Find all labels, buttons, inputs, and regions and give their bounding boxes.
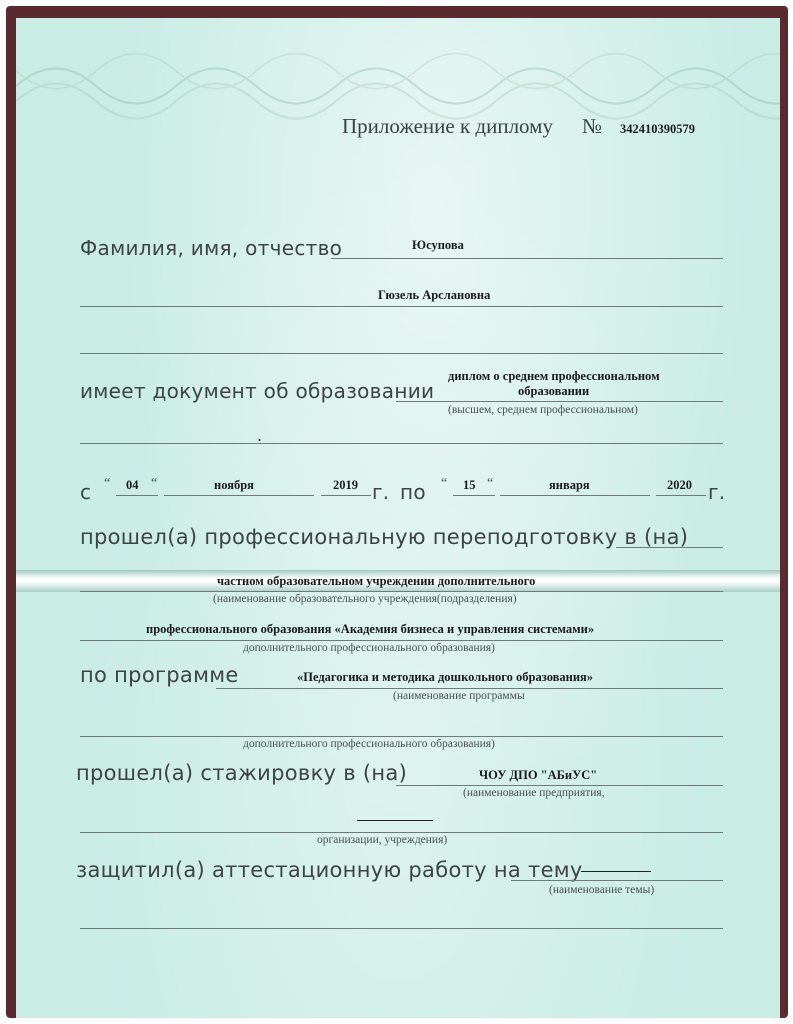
retraining-hint1: (наименование образовательного учреждения(подразделения) — [213, 593, 517, 605]
period-to-year-suffix: г. — [708, 480, 726, 504]
education-hint: (высшем, среднем профессиональном) — [448, 404, 638, 416]
retraining-institution-line1: частном образовательном учреждении дополнительного — [217, 574, 536, 588]
period-to-month-line — [500, 495, 650, 496]
education-dot: . — [258, 430, 262, 444]
retraining-line-0 — [616, 547, 723, 548]
fio-line-3 — [80, 353, 723, 354]
program-value: «Педагогика и методика дошкольного образования» — [297, 670, 594, 684]
header-title: Приложение к диплому — [342, 114, 553, 138]
period-to-day: 15 — [463, 478, 476, 492]
period-to-prefix: по — [400, 480, 426, 504]
program-hint2: дополнительного профессионального образования) — [243, 738, 495, 750]
retraining-hint2: дополнительного профессионального образования) — [243, 642, 495, 654]
period-quote-4: “ — [487, 476, 494, 491]
period-quote-1: “ — [104, 476, 111, 491]
retraining-line-1 — [80, 591, 723, 592]
internship-hint1: (наименование предприятия, — [463, 787, 605, 799]
thesis-line-2 — [80, 928, 723, 929]
fio-name: Гюзель Арслановна — [378, 288, 491, 302]
thesis-dash — [581, 871, 651, 872]
retraining-line-2 — [80, 640, 723, 641]
period-quote-2: “ — [151, 476, 158, 491]
program-line-2 — [80, 736, 723, 737]
internship-label: прошел(а) стажировку в (на) — [76, 761, 408, 785]
education-line-1 — [396, 401, 723, 402]
internship-value: ЧОУ ДПО "АБиУС" — [479, 768, 598, 782]
fio-line-1 — [331, 258, 723, 259]
period-from-year: 2019 — [333, 478, 358, 492]
education-value-line1: диплом о среднем профессиональном — [448, 369, 660, 383]
thesis-label: защитил(а) аттестационную работу на тему — [76, 858, 583, 882]
fio-line-2 — [80, 306, 723, 307]
period-from-prefix: с — [80, 480, 92, 504]
education-line-2 — [80, 443, 723, 444]
period-from-day: 04 — [126, 478, 139, 492]
internship-dash — [357, 820, 433, 821]
period-from-month: ноября — [214, 478, 254, 492]
thesis-hint: (наименование темы) — [549, 884, 655, 896]
thesis-line-1 — [511, 880, 723, 881]
program-label: по программе — [80, 663, 239, 687]
retraining-label: прошел(а) профессиональную переподготовку в (на) — [80, 525, 689, 549]
period-from-month-line — [164, 495, 314, 496]
fio-surname: Юсупова — [412, 238, 464, 252]
period-to-month: января — [549, 478, 590, 492]
retraining-institution-line2: профессионального образования «Академия бизнеса и управления системами» — [146, 622, 595, 636]
education-value-line2: образовании — [518, 384, 590, 398]
internship-line-1 — [396, 785, 723, 786]
education-label: имеет документ об образовании — [80, 379, 435, 403]
diploma-number: 342410390579 — [620, 122, 695, 136]
header-number-sign: № — [582, 114, 603, 138]
program-line-1 — [216, 688, 723, 689]
period-to-year: 2020 — [667, 478, 692, 492]
period-from-day-line — [116, 495, 158, 496]
period-to-day-line — [453, 495, 495, 496]
internship-hint2: организации, учреждения) — [317, 834, 448, 846]
period-from-year-line — [321, 495, 371, 496]
period-to-year-line — [656, 495, 706, 496]
diploma-supplement-page — [16, 18, 780, 1018]
period-quote-3: “ — [441, 476, 448, 491]
period-from-year-suffix: г. — [372, 480, 390, 504]
internship-line-2 — [80, 832, 723, 833]
fio-label: Фамилия, имя, отчество — [80, 236, 343, 260]
program-hint1: (наименование программы — [393, 690, 525, 702]
